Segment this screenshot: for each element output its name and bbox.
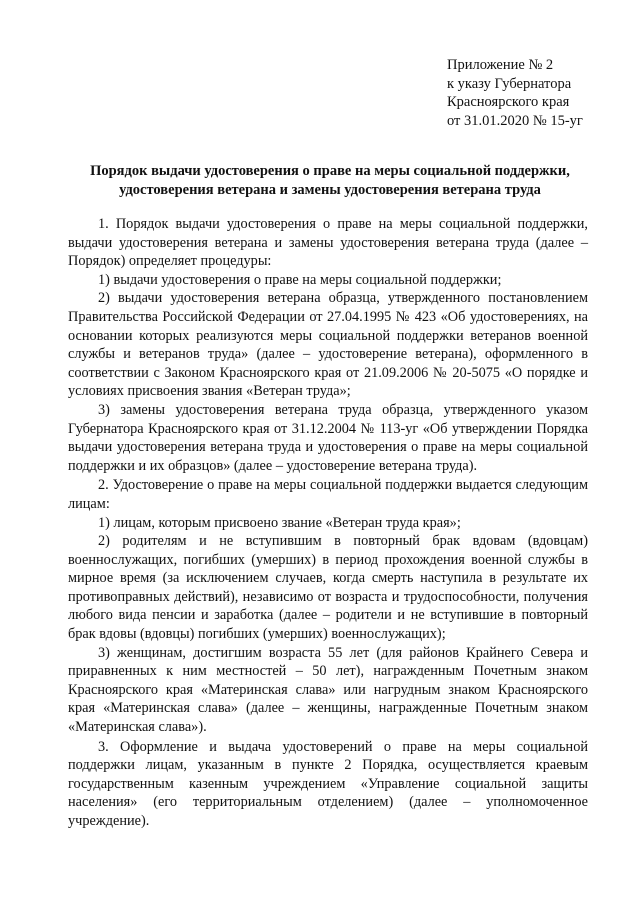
section-3: 3. Оформление и выдача удостоверений о праве на меры социальной поддержки лицам, указанным в пункте 2 Порядка, осуществляется краевым государственным казенным учреждением «Управление социальной защиты населения» (его территориальным отделением) (далее – уполномоченное учреждение). bbox=[68, 738, 588, 829]
document-title bbox=[60, 162, 600, 200]
document-body bbox=[68, 215, 588, 831]
procedure-item-3: 3) замены удостоверения ветерана труда образца, утвержденного указом Губернатора Красноярского края от 31.12.2004 № 113-уг «Об утверждении Порядка выдачи удостоверения ветерана труда и удостоверения о праве на меры социальной поддержки и их образцов» (далее – удостоверение ветерана труда). bbox=[68, 401, 588, 474]
appendix-number: Приложение № 2 bbox=[447, 57, 554, 73]
title-line-1: Порядок выдачи удостоверения о праве на меры социальной поддержки, bbox=[90, 163, 570, 179]
appendix-header bbox=[447, 56, 583, 130]
recipient-item-2: 2) родителям и не вступившим в повторный брак вдовам (вдовцам) военнослужащих, погибших (умерших) в период прохождения военной службы в мирное время (за исключением случаев, когда смерть наступила в результате их противоправных действий), независимо от возраста и трудоспособности, получения любого вида пенсии и заработка (далее – родители и не вступившие в повторный брак вдовы (вдовцы) погибших (умерших) военнослужащих); bbox=[68, 533, 588, 643]
section-1-intro: 1. Порядок выдачи удостоверения о праве на меры социальной поддержки, выдачи удостоверения ветерана и замены удостоверения ветерана труда (далее – Порядок) определяет процедуры: bbox=[68, 216, 588, 270]
procedure-item-1: 1) выдачи удостоверения о праве на меры социальной поддержки; bbox=[98, 271, 502, 288]
title-line-2: удостоверения ветерана и замены удостоверения ветерана труда bbox=[119, 182, 541, 198]
recipient-item-3: 3) женщинам, достигшим возраста 55 лет (для районов Крайнего Севера и приравненных к ним местностей – 50 лет), награжденным Почетным знаком Красноярского края «Материнская слава» или нагрудным знаком Красноярского края «Материнская слава» (далее – женщины, награжденные Почетным знаком «Материнская слава»). bbox=[68, 644, 588, 736]
recipient-item-1: 1) лицам, которым присвоено звание «Ветеран труда края»; bbox=[98, 514, 461, 531]
procedure-item-2: 2) выдачи удостоверения ветерана образца, утвержденного постановлением Правительства Российской Федерации от 27.04.1995 № 423 «Об удостоверениях, на основании которых реализуются меры социальной поддержки ветеранов военной службы и ветеранов труда» (далее – удостоверение ветерана), оформленного в соответствии с Законом Красноярского края от 21.09.2006 № 20-5075 «О порядке и условиях присвоения звания «Ветеран труда»; bbox=[68, 290, 588, 400]
section-2-intro: 2. Удостоверение о праве на меры социальной поддержки выдается следующим лицам: bbox=[68, 477, 588, 512]
appendix-decree: к указу Губернатора bbox=[447, 75, 572, 92]
appendix-region: Красноярского края bbox=[447, 94, 570, 110]
appendix-date: от 31.01.2020 № 15-уг bbox=[447, 112, 583, 129]
